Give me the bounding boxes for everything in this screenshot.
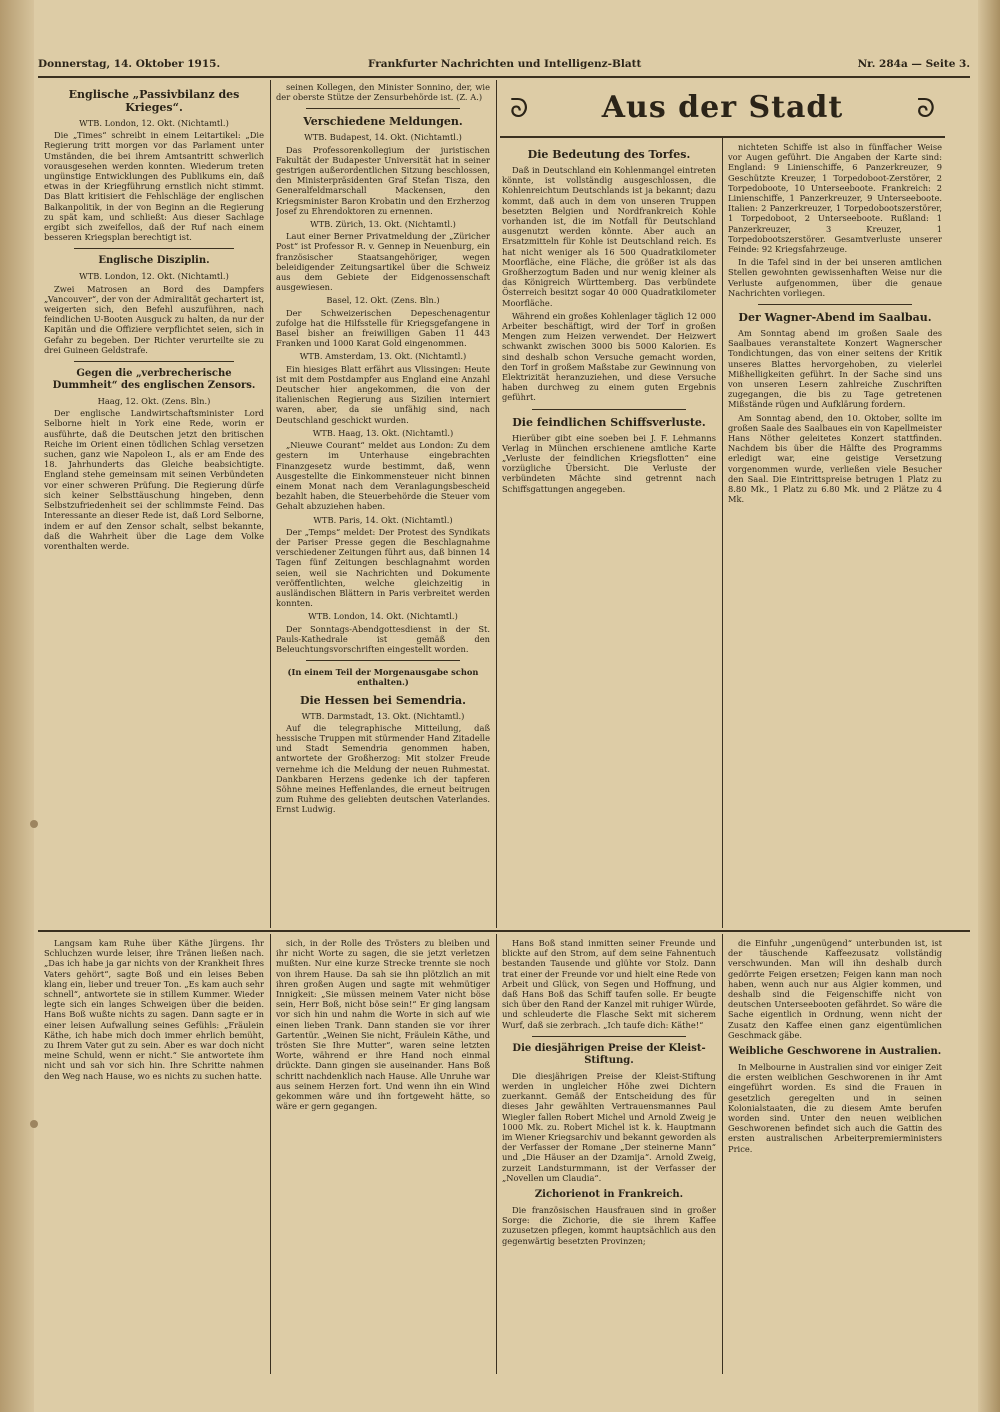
header-date: Donnerstag, 14. Oktober 1915. (38, 58, 221, 70)
dateline: WTB. Paris, 14. Okt. (Nichtamtl.) (313, 514, 453, 525)
article-text: Das Professorenkollegium der juristischen Fakultät der Budapester Universität hat in seiner gestrigen außerordentlichen Sitzung beschlossen, den Ministerpräsidenten Graf Stefan Tisza, den Generalfeldmarschall Mackensen, den Kriegsminister Baron Krobatin und den Erzherzog Josef zu Ehrendoktoren zu ernennen. (276, 144, 490, 216)
article-text: Die „Times“ schreibt in einem Leitartikel: „Die Regierung tritt morgen vor das Parlament unter Umständen, die bei ihrem Amtsantritt schwerlich vorausgesehen werden konnten. Wiederum treten ungünstige Entwicklungen des Publikums ein, daß etwas in der Kriegführung ernstlich nicht stimmt. Das Blatt kritisiert die Fehlschläge der englischen Balkanpolitik, in der von Beginn an die Regierung zu spät kam, und schließt: Aus dieser Sachlage ergibt sich zweifellos, daß der Ruf nach einem besseren Kriegsplan berechtigt ist. (44, 130, 264, 243)
dateline: Basel, 12. Okt. (Zens. Bln.) (326, 295, 440, 306)
feuilleton-column-2 (276, 938, 490, 1372)
separator (74, 248, 234, 249)
story-text: Hans Boß stand inmitten seiner Freunde und blickte auf den Strom, auf dem seine Fahnentuch bestanden Tausende und glühte vor Stolz. Dann trat einer der Freunde vor und hielt eine Rede von Arbeit und Glück, von Segen und Hoffnung, und daß Hans Boß das Schiff taufen solle. Er beugte sich über den Rand der Kanzel mit ruhiger Würde, und schleuderte die Flasche Sekt mit sicherem Wurf, daß sie zerbrach. „Ich taufe dich: Käthe!“ (502, 938, 716, 1030)
dateline: WTB. Darmstadt, 13. Okt. (Nichtamtl.) (301, 710, 465, 721)
column-rule (270, 934, 271, 1374)
column-4 (728, 142, 942, 928)
separator (74, 361, 234, 362)
article-text: Der Schweizerischen Depeschenagentur zufolge hat die Hilfsstelle für Kriegsgefangene in Basel bisher an freiwilligen Gaben 11 443 Franken und 1000 Karat Gold eingenommen. (276, 307, 490, 349)
article-text: die Einfuhr „ungenügend“ unterbunden ist, ist der täuschende Kaffeezusatz vollständig verschwunden. Man will ihn deshalb durch gedörrte Feigen ersetzen; Feigen kann man noch haben, wenn auch nur aus Algier kommen, und deshalb sind die Feigenschiffe nicht von deutschen Unterseebooten gefährdet. So wäre die Sache eigentlich in Ordnung, wenn nicht der Zusatz den Kaffee einen ganz eigentümlichen Geschmack gäbe. (728, 938, 942, 1040)
article-headline: Englische „Passivbilanz des Krieges“. (68, 88, 240, 114)
column-3 (502, 142, 716, 928)
article-text: Die diesjährigen Preise der Kleist-Stiftung werden in ungleicher Höhe zwei Dichtern zuerkannt. Gemäß der Entscheidung des für dieses Jahr gewählten Vertrauensmannes Paul Wiegler fallen Robert Michel und Arnold Zweig je 1000 Mk. zu. Robert Michel ist k. k. Hauptmann im Wiener Kriegsarchiv und bekannt geworden als der Verfasser der Romane „Der steinerne Mann“ und „Die Häuser an der Dzamija“. Arnold Zweig, zurzeit Landsturmmann, ist der Verfasser der „Novellen um Claudia“. (502, 1070, 716, 1183)
dateline: WTB. London, 12. Okt. (Nichtamtl.) (79, 271, 229, 282)
dateline: WTB. Zürich, 13. Okt. (Nichtamtl.) (310, 219, 456, 230)
edition-note: (In einem Teil der Morgenausgabe schon enthalten.) (287, 667, 479, 688)
article-text: „Nieuwe Courant“ meldet aus London: Zu dem gestern im Unterhause eingebrachten Finanzgesetz wurde bestimmt, daß, wenn Ausgestellte die Einkommensteuer nicht binnen einem Monat nach dem Veranlagungsbescheid bezahlt haben, die Steuerbehörde die Steuer vom Gehalt abzuziehen haben. (276, 440, 490, 512)
ornament-icon: ᘐ (916, 94, 935, 124)
article-headline: Die feindlichen Schiffsverluste. (512, 415, 706, 429)
column-rule (722, 138, 723, 928)
page-edge (978, 0, 1000, 1412)
dateline: WTB. Budapest, 14. Okt. (Nichtamtl.) (304, 132, 462, 143)
article-headline: Die Bedeutung des Torfes. (527, 148, 691, 161)
column-rule (496, 934, 497, 1374)
article-headline: Englische Disziplin. (98, 255, 210, 267)
story-text: sich, in der Rolle des Trösters zu bleiben und ihr nicht Worte zu sagen, die sie jetzt verletzen mußten. Nur eine kurze Strecke trennte sie noch von ihrem Hause. Da sah sie ihn plötzlich an mit ihren großen Augen und sagte mit wehmütiger Innigkeit: „Sie müssen meinem Vater nicht böse sein, Herr Boß, nicht böse sein!“ Er ging langsam vor sich hin und nahm die Worte in sich auf wie einen lieben Trank. Dann standen sie vor ihrer Gartentür. „Weinen Sie nicht, Fräulein Käthe, und trösten Sie Ihre Mutter“, waren seine letzten Worte, während er ihre Hand noch einmal drückte. Dann gingen sie auseinander. Hans Boß schritt nachdenklich nach Hause. Alle Unruhe war aus seinem Herzen fort. Und wenn ihn ein Wind gekommen wäre und ihn fortgeweht hätte, so wäre er gern gegangen. (276, 938, 490, 1112)
article-text: Der englische Landwirtschaftsminister Lord Selborne hielt in York eine Rede, worin er ausführte, daß die Deutschen jetzt den britischen Reiche im Orient einen tödlichen Schlag versetzen suchen, ganz wie Napoleon I., als er am Ende des 18. Jahrhunderts das Gleiche beabsichtigte. England stehe gemeinsam mit seinen Verbündeten vor einer schweren Prüfung. Die Regierung dürfe sich keiner Selbsttäuschung hingeben, denn Selbstzufriedenheit sei der schlimmste Feind. Das Interessante an dieser Rede ist, daß Lord Selborne, indem er auf den Zensor schalt, selbst bekannte, daß die Wahrheit über die Lage dem Volke vorenthalten werde. (44, 408, 264, 551)
section-title: Aus der Stadt (601, 90, 844, 125)
article-text: Am Sonntag abend, den 10. Oktober, sollte im großen Saale des Saalbaues ein von Kapellmeister Hans Nöther geleitetes Konzert stattfinden. Nachdem bis über die Hälfte des Programms erledigt war, eine geistige Versetzung vorgenommen wurde, verließen viele Besucher den Saal. Die Eintrittspreise betrugen 1 Platz zu 8.80 Mk., 1 Platz zu 6.80 Mk. und 2 Plätze zu 4 Mk. (728, 412, 942, 505)
article-text: nichteten Schiffe ist also in fünffacher Weise vor Augen geführt. Die Angaben der Karte sind: England: 9 Linienschiffe, 6 Panzerkreuzer, 9 Geschützte Kreuzer, 1 Torpedoboot-Zerstörer, 2 Torpedoboote, 10 Unterseeboote. Frankreich: 2 Linienschiffe, 1 Panzerkreuzer, 9 Unterseeboote. Italien: 2 Panzerkreuzer, 1 Torpedobootszerstörer, 1 Torpedoboot, 2 Unterseeboote. Rußland: 1 Panzerkreuzer, 3 Kreuzer, 1 Torpedobootszerstörer. Gesamtverluste unserer Feinde: 92 Kriegsfahrzeuge. (728, 142, 942, 255)
ornament-icon: ᘐ (510, 94, 529, 124)
article-text: Während ein großes Kohlenlager täglich 12 000 Arbeiter beschäftigt, wird der Torf in großen Mengen zum Heizen verwendet. Der Heizwert schwankt zwischen 3000 bis 5000 Kalorien. Es sind deshalb schon Versuche gemacht worden, den Torf in großem Maßstabe zur Gewinnung von Elektrizität heranzuziehen, und diese Versuche haben durchweg zu einem guten Ergebnis geführt. (502, 310, 716, 403)
article-text: Der Sonntags-Abendgottesdienst in der St. Pauls-Kathedrale ist gemäß den Beleuchtungsvorschriften eingestellt worden. (276, 623, 490, 654)
dateline: WTB. Amsterdam, 13. Okt. (Nichtamtl.) (299, 351, 467, 362)
article-text: Daß in Deutschland ein Kohlenmangel eintreten könnte, ist vollständig ausgeschlossen, die Kohlenreichtum Deutschlands ist ja bekannt; dazu kommt, daß auch in dem von unseren Truppen besetzten Belgien und Nordfrankreich Kohle vorhanden ist, die im Notfall für Deutschland ausgenutzt werden könnte. Aber auch an Ersatzmitteln für Kohle ist Deutschland reich. Es hat nicht weniger als 16 500 Quadratkilometer Moorfläche, eine Fläche, die größer ist als das Großherzogtum Baden und nur wenig kleiner als das Königreich Württemberg. Das verbündete Österreich besitzt sogar 40 000 Quadratkilometer Moorfläche. (502, 165, 716, 308)
feuilleton-column-1 (44, 938, 264, 1372)
feuilleton-column-3 (502, 938, 716, 1372)
article-headline: Weibliche Geschworene in Australien. (728, 1046, 942, 1058)
article-text: Auf die telegraphische Mitteilung, daß hessische Truppen mit stürmender Hand Zitadelle und Stadt Semendria genommen haben, antwortete der Großherzog: Mit stolzer Freude vernehme ich die Meldung der neuen Ruhmestat. Dankbaren Herzens gedenke ich der tapferen Söhne meines Heffenlandes, die erneut beitrugen zum Ruhme des geliebten deutschen Vaterlandes. Ernst Ludwig. (276, 722, 490, 815)
article-text: Zwei Matrosen an Bord des Dampfers „Vancouver“, der von der Admiralität gechartert ist, weigerten sich, den Befehl auszuführen, nach feindlichen U-Booten Ausguck zu halten, da nur der Kapitän und die Offiziere verpflichtet seien, sich in Gefahr zu begeben. Der Richter verurteilte sie zu drei Guineen Geldstrafe. (44, 283, 264, 355)
article-text: Am Sonntag abend im großen Saale des Saalbaues veranstaltete Konzert Wagnerscher Tondichtungen, das von einer seitens der Kritik unseres Blattes hervorgehoben, zu vielerlei Mißhelligkeiten geführt. In der Sache sind uns von unseren Lesern zahlreiche Zuschriften zugegangen, die bis zu Tage getretenen Mißstände rügen und Aufklärung fordern. (728, 328, 942, 410)
binding-hole (30, 820, 38, 828)
article-headline: Der Wagner-Abend im Saalbau. (738, 311, 932, 325)
separator (532, 1036, 686, 1037)
binding-hole (30, 1120, 38, 1128)
dateline: WTB. Haag, 13. Okt. (Nichtamtl.) (312, 427, 454, 438)
article-text: In die Tafel sind in der bei unseren amtlichen Stellen gewohnten gewissenhaften Weise nur die Verluste aufgenommen, über die genaue Nachrichten vorliegen. (728, 257, 942, 298)
article-text: In Melbourne in Australien sind vor einiger Zeit die ersten weiblichen Geschworenen in ihr Amt eingeführt worden. Es sind die Frauen in gesetzlich geregelten und in seinen Kolonialstaaten, die zu diesem Amte berufen worden sind. Unter den neuen weiblichen Geschworenen befindet sich auch die Gattin des ersten australischen Arbeiterpremierministers Price. (728, 1062, 942, 1154)
separator (532, 409, 686, 410)
separator (306, 660, 460, 661)
page-header (38, 58, 970, 76)
dateline: WTB. London, 14. Okt. (Nichtamtl.) (308, 611, 458, 622)
separator (306, 108, 460, 109)
article-headline: Verschiedene Meldungen. (303, 115, 463, 129)
header-paper-name: Frankfurter Nachrichten und Intelligenz-Blatt (368, 58, 642, 70)
header-rule (38, 76, 970, 78)
article-text: Laut einer Berner Privatmeldung der „Züricher Post“ ist Professor R. v. Gennep in Neuenburg, ein französischer Staatsangehöriger, wegen beleidigender Zeitungsartikel über die Schweiz aus dem Gebiete der Eidgenossenschaft ausgewiesen. (276, 231, 490, 293)
column-2 (276, 82, 490, 928)
article-text: Die französischen Hausfrauen sind in großer Sorge: die Zichorie, die sie ihrem Kaffee zuzusetzen pflegen, kommt hauptsächlich aus den gegenwärtig besetzten Provinzen; (502, 1205, 716, 1246)
article-headline: Die Hessen bei Semendria. (299, 693, 467, 707)
section-masthead (500, 84, 945, 138)
page-binding (0, 0, 34, 1412)
column-rule (270, 80, 271, 928)
feuilleton-rule (38, 930, 970, 932)
dateline: Haag, 12. Okt. (Zens. Bln.) (97, 396, 211, 407)
feuilleton-column-4 (728, 938, 942, 1372)
dateline: WTB. London, 12. Okt. (Nichtamtl.) (79, 118, 229, 128)
separator (758, 304, 912, 305)
article-headline: Die diesjährigen Preise der Kleist-Stiftung. (512, 1042, 706, 1066)
article-headline: Gegen die „verbrecherische Dummheit“ des englischen Zensors. (52, 368, 256, 392)
column-rule (496, 80, 497, 928)
article-text: Der „Temps“ meldet: Der Protest des Syndikats der Pariser Presse gegen die Beschlagnahme verschiedener Zeitungen führt aus, daß binnen 14 Tagen fünf Zeitungen beschlagnahmt worden seien, weil sie Nachrichten und Dokumente veröffentlichten, welche gleichzeitig in ausländischen Blättern in Paris verbreitet werden konnten. (276, 526, 490, 609)
column-1 (44, 82, 264, 928)
header-issue: Nr. 284a — Seite 3. (857, 58, 970, 70)
column-rule (722, 934, 723, 1374)
article-headline: Zichorienot in Frankreich. (534, 1189, 684, 1201)
story-text: Langsam kam Ruhe über Käthe Jürgens. Ihr Schluchzen wurde leiser, ihre Tränen ließen nach. „Das ich habe ja gar nichts von der Krankheit Ihres Vaters gehört“, sagte Boß und ein leises Beben klang ein, lieber und treuer Ton. „Es kam auch sehr schnell“, antwortete sie in stillem Kummer. Wieder legte sich ein langes Schweigen über die beiden. Hans Boß wußte nichts zu sagen. Dann sagte er in einer leisen Aufwallung seines Gefühls: „Fräulein Käthe, ich habe mich doch immer ehrlich bemüht, zu Ihrem Vater gut zu sein. Aber es war doch nicht meine Schuld, wenn er nicht.“ Sie antwortete ihm nicht und sah vor sich hin. Ihre Schritte nahmen den Weg nach Hause, wo es nichts zu suchen hatte. (44, 938, 264, 1081)
article-text: Ein hiesiges Blatt erfährt aus Vlissingen: Heute ist mit dem Postdampfer aus England eine Anzahl Deutscher hier angekommen, die von der italienischen Regierung aus Sizilien interniert waren, aber, da sie unfähig sind, nach Deutschland geschickt wurden. (276, 363, 490, 425)
article-text: Hierüber gibt eine soeben bei J. F. Lehmanns Verlag in München erschienene amtliche Karte „Verluste der feindlichen Kriegsflotten“ eine vorzügliche Übersicht. Die Verluste der verbündeten Mächte sind getrennt nach Schiffsgattungen angegeben. (502, 432, 716, 494)
article-text: seinen Kollegen, den Minister Sonnino, der, wie der oberste Stütze der Zensurbehörde ist. (Z. A.) (276, 82, 490, 103)
